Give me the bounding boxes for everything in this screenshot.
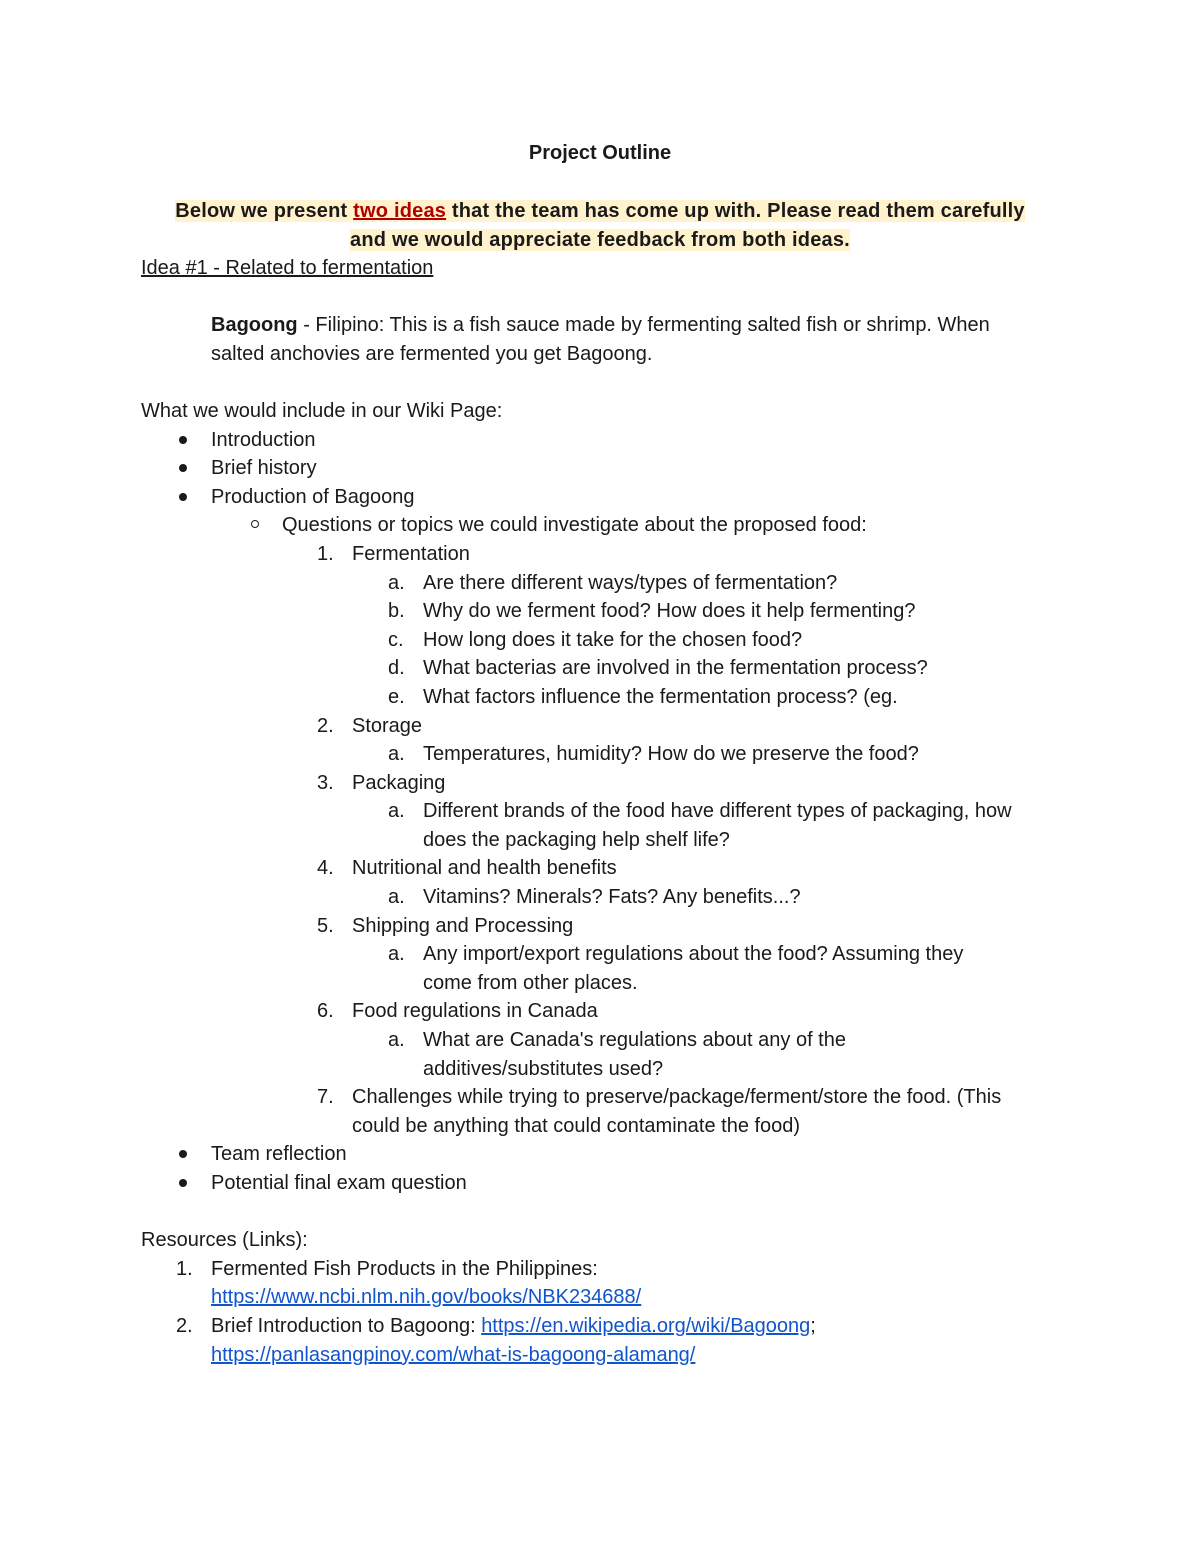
list-item: 6. Food regulations in Canada bbox=[317, 1000, 598, 1023]
bagoong-term: Bagoong bbox=[211, 314, 298, 337]
list-item: a. Vitamins? Minerals? Fats? Any benefits...? bbox=[388, 886, 801, 909]
list-item: Team reflection bbox=[141, 1140, 1081, 1169]
wiki-intro: What we would include in our Wiki Page: bbox=[141, 399, 503, 422]
intro-after: that the team has come up with. Please read them carefully bbox=[446, 200, 1025, 222]
wikipedia-link[interactable]: https://en.wikipedia.org/wiki/Bagoong bbox=[481, 1314, 811, 1337]
bullet-dot-icon bbox=[179, 493, 187, 501]
resource-item: 2. Brief Introduction to Bagoong: https://en.wikipedia.org/wiki/Bagoong; https://panlasangpinoy.com/what-is-bagoong-alamang/ bbox=[176, 1314, 816, 1366]
list-item: 1. Fermentation bbox=[317, 542, 470, 565]
intro-highlight-1 bbox=[175, 200, 1025, 222]
two-ideas-link[interactable]: two ideas bbox=[353, 200, 447, 222]
list-item: a. Any import/export regulations about the food? Assuming they come from other places. bbox=[388, 943, 964, 994]
bagoong-definition bbox=[141, 311, 1081, 368]
list-item: Production of Bagoong bbox=[141, 483, 1081, 512]
resource-item: 1. Fermented Fish Products in the Philippines: https://www.ncbi.nlm.nih.gov/books/NBK234688/ bbox=[176, 1257, 642, 1309]
list-item: a. What are Canada's regulations about any of the additives/substitutes used? bbox=[388, 1029, 846, 1080]
bullet-dot-icon bbox=[179, 436, 187, 444]
bullet-circle-icon bbox=[251, 520, 259, 528]
list-item: 7. Challenges while trying to preserve/package/ferment/store the food. (This could be anything that could contaminate the food) bbox=[317, 1086, 1002, 1137]
panlasangpinoy-link[interactable]: https://panlasangpinoy.com/what-is-bagoong-alamang/ bbox=[211, 1343, 696, 1366]
list-item: 3. Packaging bbox=[317, 771, 446, 794]
list-item: a. Different brands of the food have different types of packaging, how does the packaging help shelf life? bbox=[388, 800, 1012, 851]
list-item: 4. Nutritional and health benefits bbox=[317, 857, 617, 880]
intro-paragraph bbox=[120, 197, 1080, 254]
list-item: Questions or topics we could investigate about the proposed food: bbox=[141, 511, 1081, 540]
page-title: Project Outline bbox=[528, 142, 672, 164]
intro-highlight-2: and we would appreciate feedback from both ideas. bbox=[350, 228, 850, 251]
bullet-dot-icon bbox=[179, 1150, 187, 1158]
list-item: a. Are there different ways/types of fermentation? bbox=[388, 571, 838, 594]
list-item: d. What bacterias are involved in the fermentation process? bbox=[388, 657, 928, 680]
document-body bbox=[141, 254, 1081, 1369]
list-item: Introduction bbox=[141, 426, 1081, 455]
list-item: Potential final exam question bbox=[141, 1169, 1081, 1198]
list-item: a. Temperatures, humidity? How do we preserve the food? bbox=[388, 743, 919, 766]
idea-heading: Idea #1 - Related to fermentation bbox=[141, 257, 434, 279]
resources-heading: Resources (Links): bbox=[141, 1229, 308, 1252]
list-item: e. What factors influence the fermentation process? (eg. bbox=[388, 685, 898, 708]
list-item: b. Why do we ferment food? How does it help fermenting? bbox=[388, 600, 916, 623]
bullet-dot-icon bbox=[179, 1179, 187, 1187]
bagoong-desc-1: - Filipino: This is a fish sauce made by fermenting salted fish or shrimp. When bbox=[297, 314, 990, 337]
list-item: c. How long does it take for the chosen food? bbox=[388, 628, 803, 651]
ncbi-link[interactable]: https://www.ncbi.nlm.nih.gov/books/NBK234688/ bbox=[211, 1286, 642, 1309]
list-item: 2. Storage bbox=[317, 714, 423, 737]
intro-before: Below we present bbox=[175, 200, 354, 222]
bullet-dot-icon bbox=[179, 464, 187, 472]
list-item: 5. Shipping and Processing bbox=[317, 914, 574, 937]
list-item: Brief history bbox=[141, 454, 1081, 483]
bagoong-desc-2: salted anchovies are fermented you get Bagoong. bbox=[211, 342, 653, 365]
